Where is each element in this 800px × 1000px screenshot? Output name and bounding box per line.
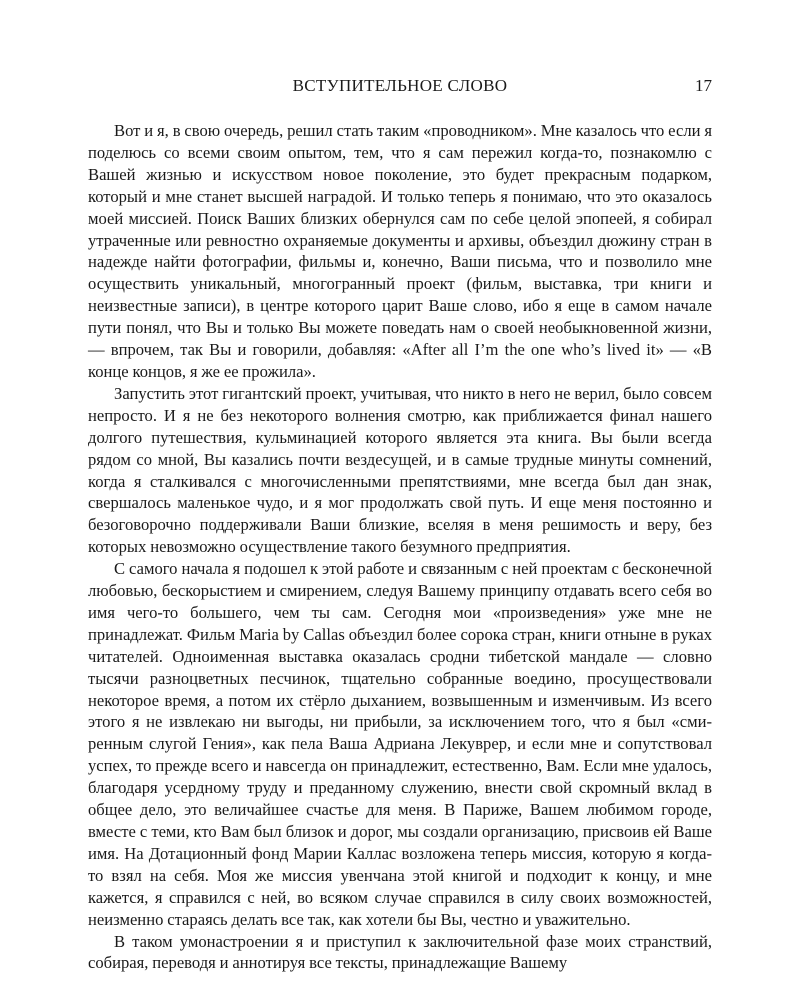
paragraph: В таком умонастроении я и приступил к заключительной фазе моих странствий, собирая, переводя и аннотируя все тексты, принадлежащие Вашему xyxy=(88,931,712,973)
running-header xyxy=(88,72,712,100)
paragraph: С самого начала я подошел к этой работе и связанным с ней проектам с бесконечной любовью, бескорыстием и смирением, следуя Вашему принципу отдавать всего себя во имя чего-то большего, чем ты сам. Сегодня мои «произведения» уже мне не принадлежат. Фильм Maria by Callas объездил более сорока стран, книги отныне в руках читателей. Одноименная выставка оказалась сродни тибетской мандале — словно тысячи разноцветных песчинок, тщательно собранные воедино, просуществовали некоторое время, а потом их стёрло дыханием, возвышенным и изменчивым. Из всего этого я не извлекаю ни выгоды, ни прибыли, за исключением того, что я был «смиренным слугой Гения», как пела Ваша Адриана Лекуврер, и если мне и сопутствовал успех, то прежде всего и навсегда он принадлежит, естественно, Вам. Если мне удалось, благодаря усердному труду и преданному служению, внести свой скромный вклад в общее дело, это величайшее счастье для меня. В Париже, Вашем любимом городе, вместе с теми, кто Вам был близок и дорог, мы создали организацию, присвоив ей Ваше имя. На Дотационный фонд Марии Каллас возложена теперь миссия, которую я когда-то взял на себя. Моя же миссия увенчана этой книгой и подходит к концу, и мне кажется, я справился с ней, во всяком случае справился в силу своих возможностей, неизменно стараясь делать все так, как хотели бы Вы, честно и уважительно. xyxy=(88,559,712,929)
page-number: 17 xyxy=(695,76,712,95)
body-text xyxy=(88,120,712,974)
paragraph: Вот и я, в свою очередь, решил стать таким «проводником». Мне казалось что если я поделюсь со всеми своим опытом, тем, что я сам пережил когда-то, познакомлю с Вашей жизнью и искусством новое поколение, это будет прекрасным подарком, который и мне станет высшей наградой. И только теперь я понимаю, что это оказалось моей миссией. Поиск Ваших близких обернулся сам по себе целой эпопеей, я собирал утраченные или ревностно охраняемые документы и архивы, объездил дюжину стран в надежде найти фотографии, фильмы и, конечно, Ваши письма, что и позволило мне осуществить уникальный, многогранный проект (фильм, выставка, три книги и неизвестные записи), в центре которого царит Ваше слово, ибо я еще в самом начале пути понял, что Вы и только Вы можете поведать нам о своей необыкновенной жизни, — впрочем, так Вы и говорили, добавляя: «After all I’m the one who’s lived it» — «В конце концов, я же ее прожила». xyxy=(88,121,712,381)
paragraph: Запустить этот гигантский проект, учитывая, что никто в него не верил, было совсем непросто. И я не без некоторого волнения смотрю, как приближается финал нашего долгого путешествия, кульминацией которого является эта книга. Вы были всегда рядом со мной, Вы казались почти вездесущей, и в самые трудные минуты сомнений, когда я сталкивался с многочисленными препятствиями, мне всегда был дан знак, свершалось маленькое чудо, и я мог продолжать свой путь. И еще меня постоянно и безоговорочно поддерживали Ваши близкие, вселяя в меня решимость и веру, без которых невозможно осуществление такого безумного предприятия. xyxy=(88,383,712,557)
chapter-title: ВСТУПИТЕЛЬНОЕ СЛОВО xyxy=(292,76,508,95)
